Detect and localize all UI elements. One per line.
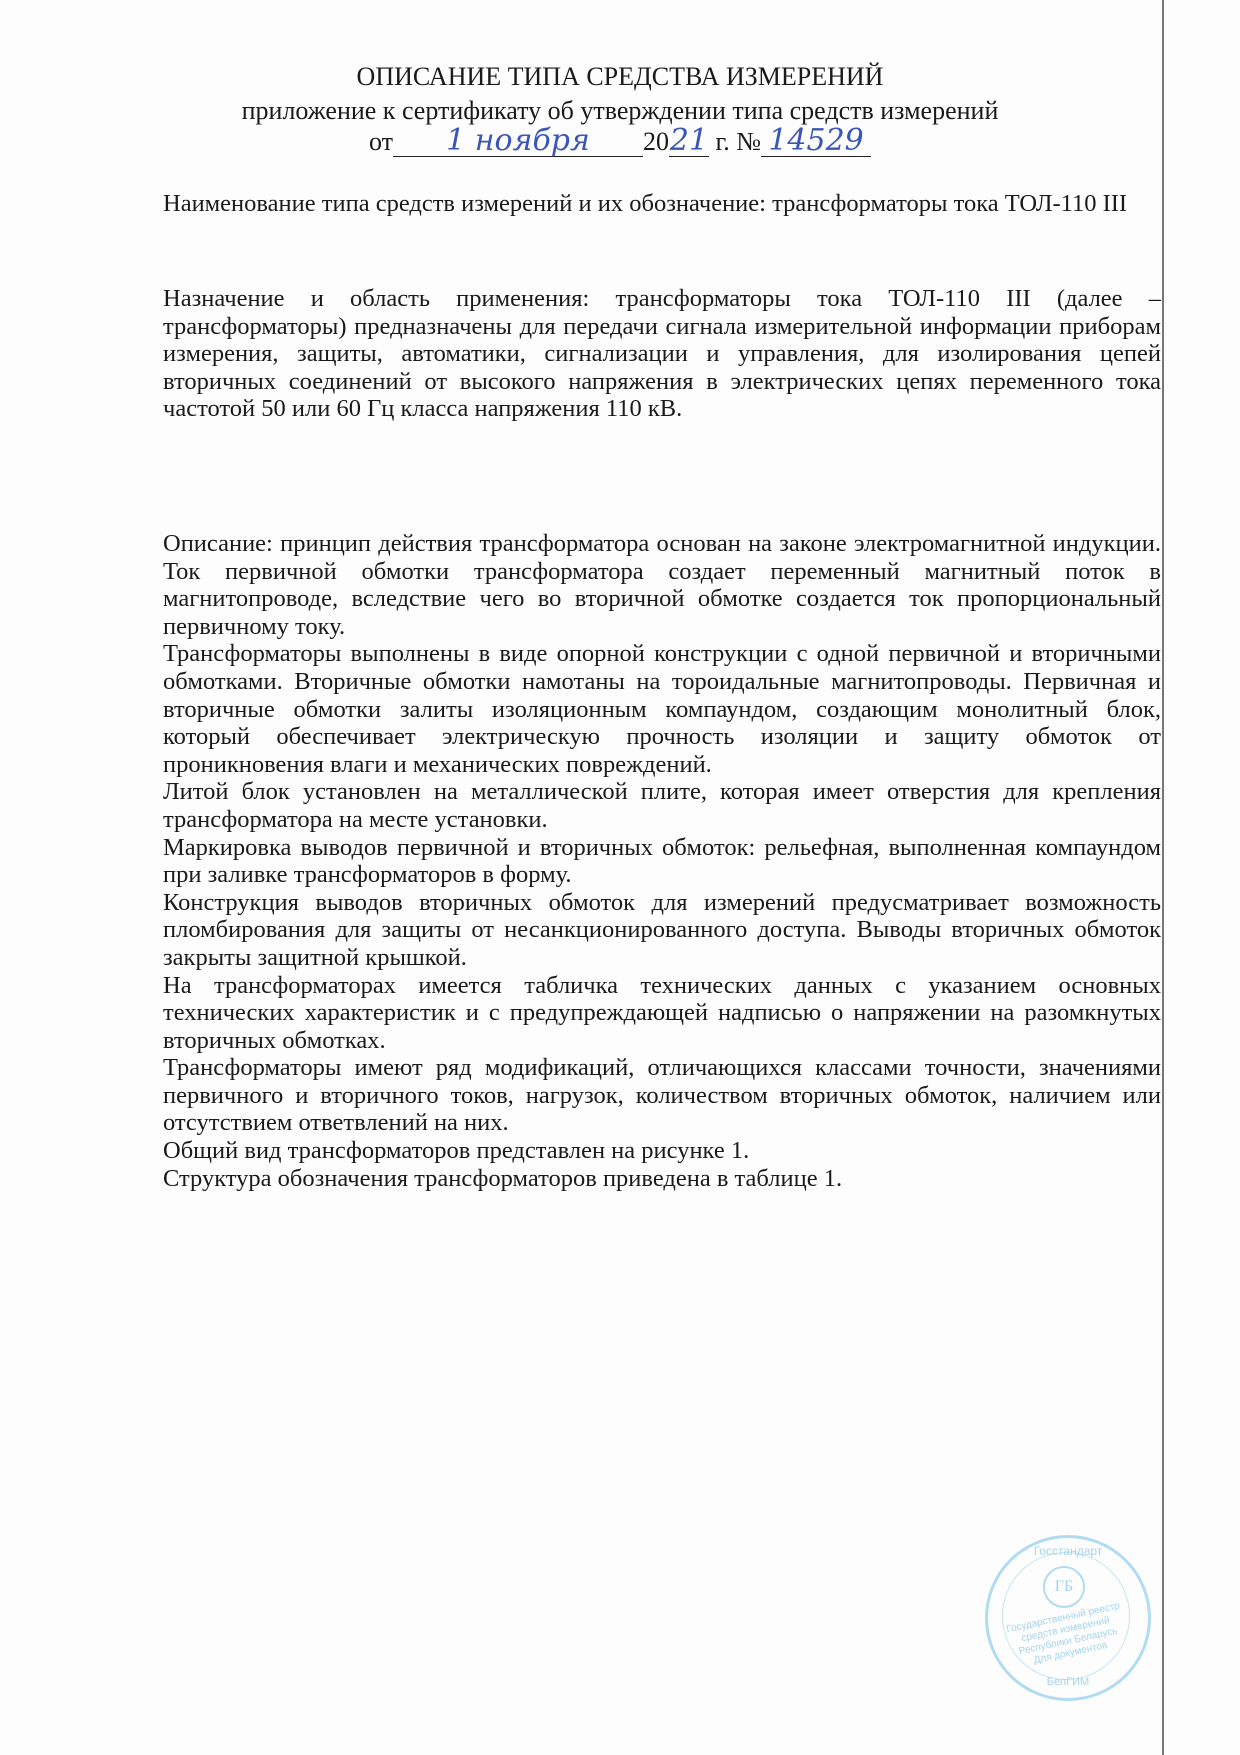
certificate-line — [0, 123, 1240, 158]
paragraph: Наименование типа средств измерений и их обозначение: трансформаторы тока ТОЛ-110 III — [163, 190, 1128, 217]
stamp-bottom-text: БелГИМ — [1046, 1676, 1090, 1688]
paragraph: Назначение и область применения: трансформаторы тока ТОЛ-110 III (далее – трансформаторы) предназначены для передачи сигнала измерительной информации приборам измерения, защиты, автоматики, сигнализации и управления, для изолирования цепей вторичных соединений от высокого напряжения в электрических цепях переменного тока частотой 50 или 60 Гц класса напряжения 110 кВ. — [163, 285, 1161, 423]
number-label: г. № — [715, 127, 762, 156]
paragraph: Литой блок установлен на металлической плите, которая имеет отверстия для крепления трансформатора на месте установки. — [163, 778, 1161, 833]
paragraph: Маркировка выводов первичной и вторичных обмоток: рельефная, выполненная компаундом при заливке трансформаторов в форму. — [163, 833, 1161, 889]
paragraph: Описание: принцип действия трансформатора основан на законе электромагнитной индукции. Ток первичной обмотки трансформатора создает переменный магнитный поток в магнитопроводе, вследствие чего во вторичной обмотке создается ток пропорциональный первичному току. — [163, 530, 1161, 640]
handwritten-year: 21 — [669, 123, 709, 158]
scan-edge-line — [1162, 0, 1164, 1755]
handwritten-number: 14529 — [761, 126, 871, 157]
paragraph: Трансформаторы имеют ряд модификаций, отличающихся классами точности, значениями первичного и вторичного токов, нагрузок, количеством вторичных обмоток, наличием или отсутствием ответвлений на них. — [163, 1054, 1161, 1137]
paragraph: Трансформаторы выполнены в виде опорной конструкции с одной первичной и вторичными обмотками. Вторичные обмотки намотаны на тороидальные магнитопроводы. Первичная и вторичные обмотки залиты изоляционным компаундом, создающим монолитный блок, который обеспечивает электрическую прочность изоляции и защиту обмоток от проникновения влаги и механических повреждений. — [163, 640, 1161, 778]
handwritten-date: 1 ноября — [393, 126, 643, 157]
paragraph: На трансформаторах имеется табличка технических данных с указанием основных технических характеристик и с предупреждающей надписью о напряжении на разомкнутых вторичных обмотках. — [163, 971, 1161, 1054]
document-title: ОПИСАНИЕ ТИПА СРЕДСТВА ИЗМЕРЕНИЙ — [356, 62, 884, 91]
purpose-section — [163, 285, 1161, 423]
paragraph: Общий вид трансформаторов представлен на рисунке 1. — [163, 1137, 750, 1165]
paragraph: Структура обозначения трансформаторов приведена в таблице 1. — [163, 1164, 843, 1192]
document-subtitle: приложение к сертификату об утверждении типа средств измерений — [241, 96, 999, 125]
type-name-section — [163, 190, 1161, 218]
year-prefix: 20 — [642, 127, 669, 156]
gosstandart-stamp — [985, 1535, 1151, 1701]
stamp-top-text: Госстандарт — [1033, 1544, 1103, 1558]
from-label: от — [368, 127, 393, 156]
stamp-logo-icon: ГБ — [1043, 1566, 1085, 1608]
stamp-text: Государственный реестр средств измерений Республики Беларусь Для документов — [1005, 1600, 1121, 1667]
description-section — [163, 530, 1161, 1192]
paragraph: Конструкция выводов вторичных обмоток для измерений предусматривает возможность пломбирования для защиты от несанкционированного доступа. Выводы вторичных обмоток закрыты защитной крышкой. — [163, 888, 1161, 971]
